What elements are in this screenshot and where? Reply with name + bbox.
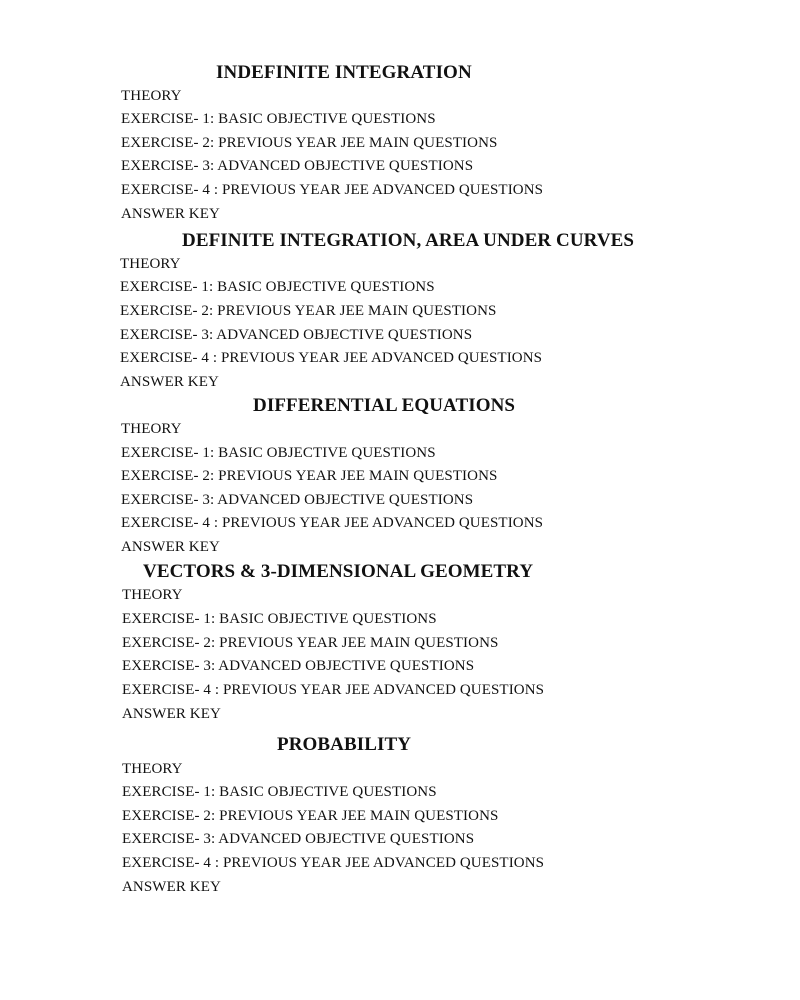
list-item-exercise-3: EXERCISE- 3: ADVANCED OBJECTIVE QUESTIONS	[121, 158, 474, 174]
list-item-exercise-3: EXERCISE- 3: ADVANCED OBJECTIVE QUESTIONS	[120, 327, 473, 343]
list-item-exercise-1: EXERCISE- 1: BASIC OBJECTIVE QUESTIONS	[120, 279, 435, 295]
section-heading-probability: PROBABILITY	[277, 734, 412, 755]
list-item-theory: THEORY	[122, 587, 183, 603]
list-item-exercise-2: EXERCISE- 2: PREVIOUS YEAR JEE MAIN QUESTIONS	[122, 808, 499, 824]
list-item-exercise-2: EXERCISE- 2: PREVIOUS YEAR JEE MAIN QUESTIONS	[122, 635, 499, 651]
list-item-answer-key: ANSWER KEY	[121, 206, 220, 222]
section-heading-differential-equations: DIFFERENTIAL EQUATIONS	[253, 395, 516, 416]
list-item-exercise-2: EXERCISE- 2: PREVIOUS YEAR JEE MAIN QUESTIONS	[120, 303, 497, 319]
section-heading-vectors-3d-geometry: VECTORS & 3-DIMENSIONAL GEOMETRY	[143, 561, 534, 582]
list-item-theory: THEORY	[121, 88, 182, 104]
list-item-exercise-1: EXERCISE- 1: BASIC OBJECTIVE QUESTIONS	[121, 111, 436, 127]
list-item-answer-key: ANSWER KEY	[121, 539, 220, 555]
list-item-theory: THEORY	[121, 421, 182, 437]
list-item-theory: THEORY	[122, 761, 183, 777]
list-item-exercise-4: EXERCISE- 4 : PREVIOUS YEAR JEE ADVANCED QUESTIONS	[122, 682, 545, 698]
list-item-exercise-4: EXERCISE- 4 : PREVIOUS YEAR JEE ADVANCED QUESTIONS	[121, 182, 544, 198]
section-heading-indefinite-integration: INDEFINITE INTEGRATION	[216, 62, 472, 83]
list-item-exercise-2: EXERCISE- 2: PREVIOUS YEAR JEE MAIN QUESTIONS	[121, 135, 498, 151]
list-item-answer-key: ANSWER KEY	[120, 374, 219, 390]
list-item-exercise-3: EXERCISE- 3: ADVANCED OBJECTIVE QUESTIONS	[122, 831, 475, 847]
list-item-exercise-1: EXERCISE- 1: BASIC OBJECTIVE QUESTIONS	[121, 445, 436, 461]
list-item-exercise-1: EXERCISE- 1: BASIC OBJECTIVE QUESTIONS	[122, 784, 437, 800]
list-item-exercise-2: EXERCISE- 2: PREVIOUS YEAR JEE MAIN QUESTIONS	[121, 468, 498, 484]
list-item-exercise-4: EXERCISE- 4 : PREVIOUS YEAR JEE ADVANCED QUESTIONS	[121, 515, 544, 531]
list-item-exercise-4: EXERCISE- 4 : PREVIOUS YEAR JEE ADVANCED QUESTIONS	[122, 855, 545, 871]
list-item-exercise-4: EXERCISE- 4 : PREVIOUS YEAR JEE ADVANCED QUESTIONS	[120, 350, 543, 366]
list-item-exercise-3: EXERCISE- 3: ADVANCED OBJECTIVE QUESTIONS	[121, 492, 474, 508]
section-heading-definite-integration: DEFINITE INTEGRATION, AREA UNDER CURVES	[182, 230, 635, 251]
list-item-answer-key: ANSWER KEY	[122, 879, 221, 895]
list-item-answer-key: ANSWER KEY	[122, 706, 221, 722]
list-item-exercise-1: EXERCISE- 1: BASIC OBJECTIVE QUESTIONS	[122, 611, 437, 627]
list-item-theory: THEORY	[120, 256, 181, 272]
list-item-exercise-3: EXERCISE- 3: ADVANCED OBJECTIVE QUESTIONS	[122, 658, 475, 674]
